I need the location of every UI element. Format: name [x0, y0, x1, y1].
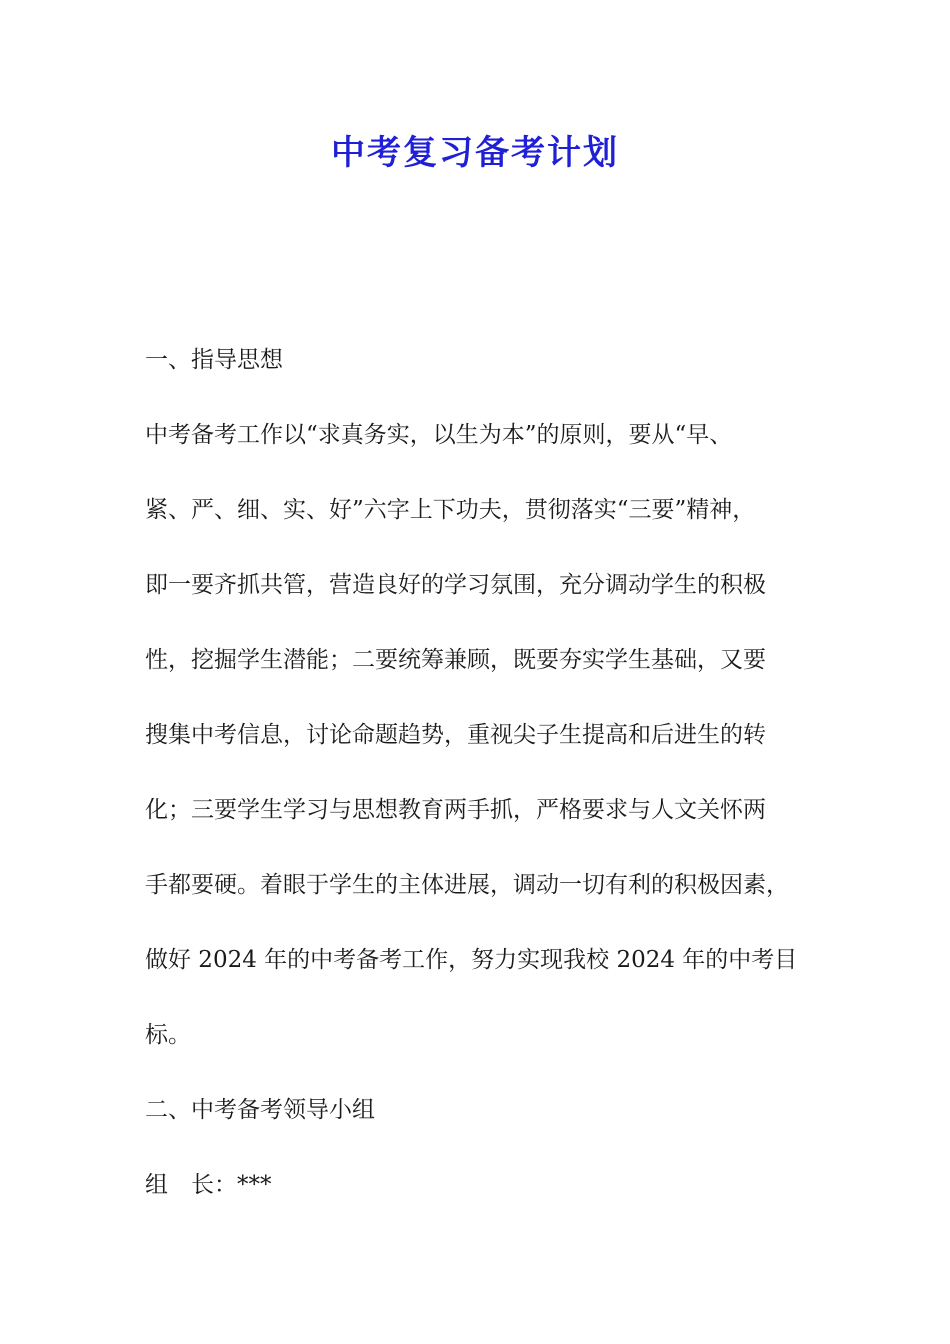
paragraph-line: 做好 2024 年的中考备考工作，努力实现我校 2024 年的中考目 [145, 947, 798, 973]
group-leader-line: 组 长：*** [145, 1172, 272, 1198]
paragraph-line: 标。 [145, 1022, 191, 1048]
paragraph-line: 手都要硬。着眼于学生的主体进展，调动一切有利的积极因素， [145, 872, 789, 898]
paragraph-line: 中考备考工作以“求真务实，以生为本”的原则，要从“早、 [145, 422, 733, 448]
paragraph-line: 即一要齐抓共管，营造良好的学习氛围，充分调动学生的积极 [145, 572, 766, 598]
document-title: 中考复习备考计划 [331, 133, 619, 173]
section-heading-leadership-group: 二、中考备考领导小组 [145, 1097, 375, 1123]
paragraph-line: 化；三要学生学习与思想教育两手抓，严格要求与人文关怀两 [145, 797, 766, 823]
section-heading-guiding-ideology: 一、指导思想 [145, 347, 283, 373]
paragraph-line: 性，挖掘学生潜能；二要统筹兼顾，既要夯实学生基础，又要 [145, 647, 766, 673]
paragraph-line: 搜集中考信息，讨论命题趋势，重视尖子生提高和后进生的转 [145, 722, 766, 748]
paragraph-line: 紧、严、细、实、好”六字上下功夫，贯彻落实“三要”精神， [145, 497, 756, 523]
